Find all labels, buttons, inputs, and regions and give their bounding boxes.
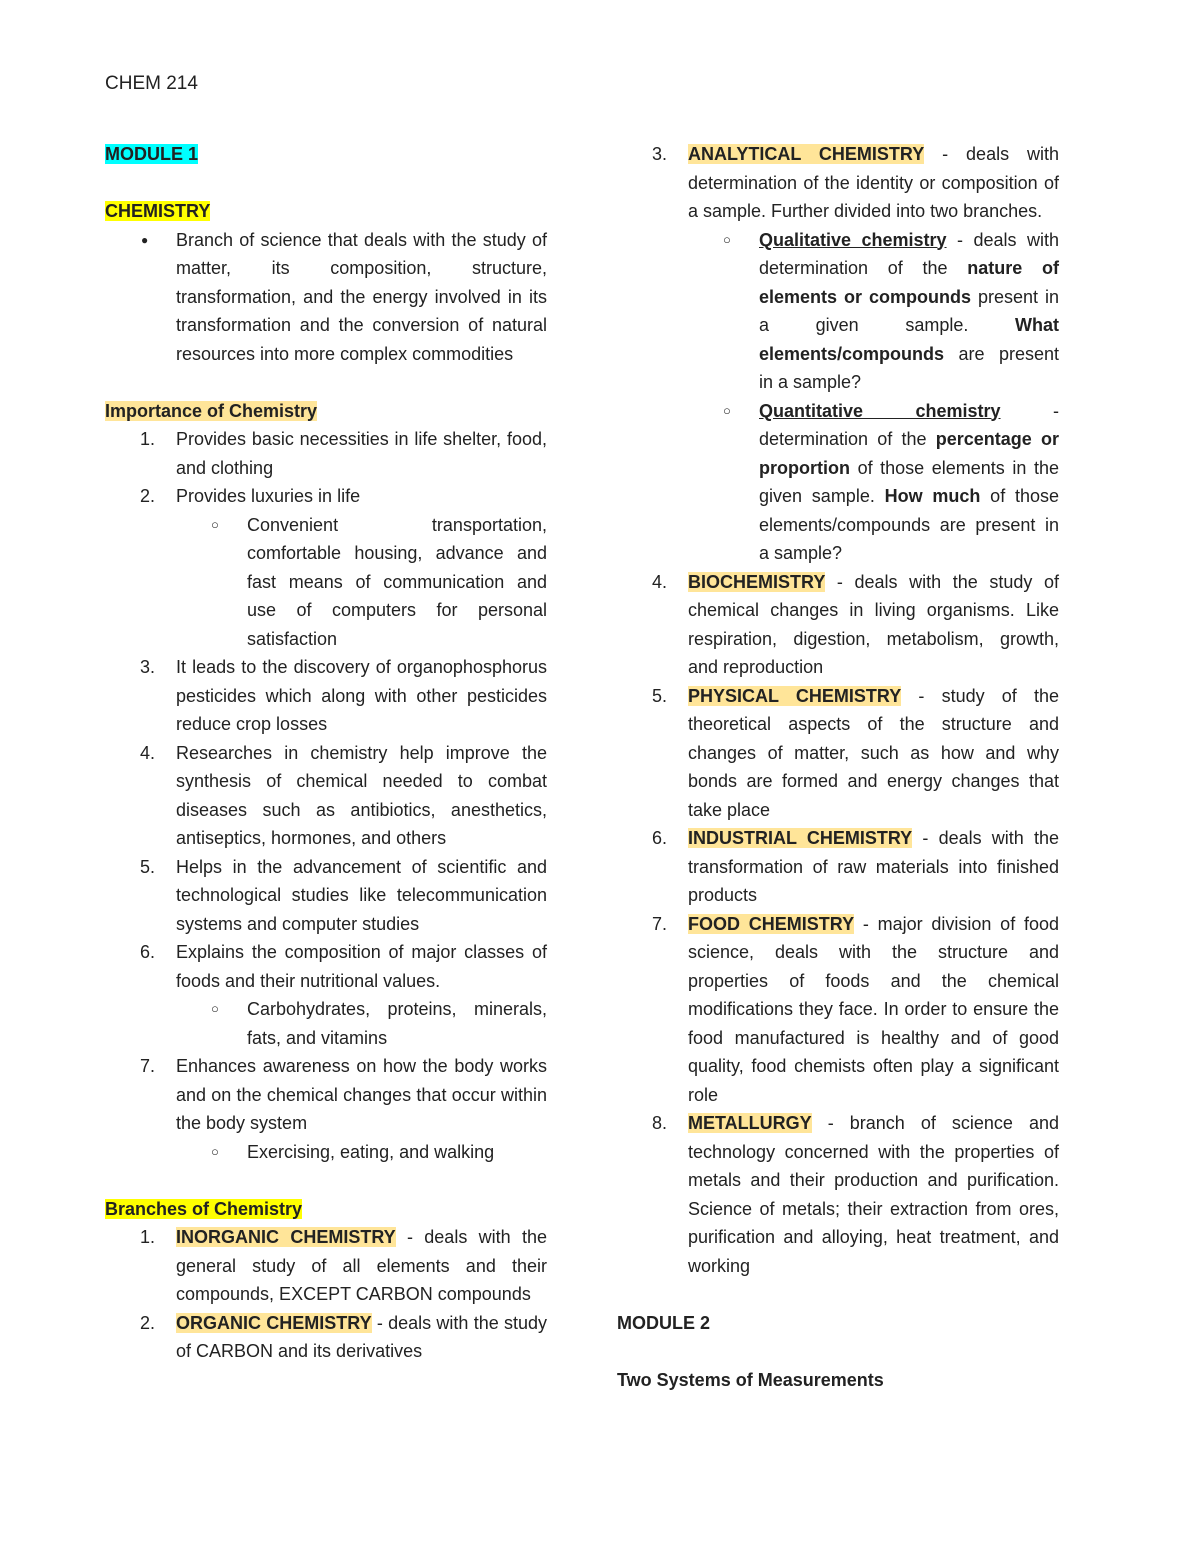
branch-item: 4. BIOCHEMISTRY - deals with the study of chemical changes in living organisms. Like respiration, digestion, metabolism, growth, and reproduction <box>652 571 1059 677</box>
branch-term: INORGANIC CHEMISTRY <box>176 1227 396 1247</box>
sub-branch-item: ○ Quantitative chemistry - determination of the percentage or proportion of those elements in the given sample. How much of those elements/compounds are present in a sample? <box>617 397 1059 568</box>
branch-term: INDUSTRIAL CHEMISTRY <box>688 828 913 848</box>
branch-term: ANALYTICAL CHEMISTRY <box>688 144 925 164</box>
module-1-heading: MODULE 1 <box>105 144 199 164</box>
branch-item: 5. PHYSICAL CHEMISTRY - study of the theoretical aspects of the structure and changes of matter, such as how and why bonds are formed and energy changes that take place <box>652 685 1059 820</box>
measurements-heading: Two Systems of Measurements <box>617 1369 884 1390</box>
list-item: 2. Provides luxuries in life <box>140 486 361 506</box>
list-item: 3. It leads to the discovery of organophosphorus pesticides which along with other pesticides reduce crop losses <box>140 657 547 734</box>
branch-term: FOOD CHEMISTRY <box>688 913 855 934</box>
list-item: 6. Explains the composition of major classes of foods and their nutritional values. <box>140 942 547 991</box>
module-2-heading: MODULE 2 <box>617 1312 711 1333</box>
sub-branch-item: ○ Qualitative chemistry - deals with determination of the nature of elements or compounds present in a given sample. What elements/compounds are present in a sample? <box>617 226 1059 397</box>
branch-item: 1. INORGANIC CHEMISTRY - deals with the general study of all elements and their compounds, EXCEPT CARBON compounds <box>140 1227 547 1304</box>
branch-item: 6. INDUSTRIAL CHEMISTRY - deals with the transformation of raw materials into finished products <box>652 828 1060 905</box>
circle-bullet-icon: ○ <box>211 1001 219 1016</box>
right-column <box>617 140 1059 1394</box>
list-item: 1. Provides basic necessities in life shelter, food, and clothing <box>140 429 547 478</box>
circle-bullet-icon: ○ <box>211 1143 219 1159</box>
branch-term: ORGANIC CHEMISTRY <box>176 1312 372 1333</box>
sub-list-item: ○ Exercising, eating, and walking <box>105 1138 547 1167</box>
branch-term: PHYSICAL CHEMISTRY <box>688 685 902 706</box>
chemistry-definition: ● Branch of science that deals with the study of matter, its composition, structure, transformation, and the energy involved in its transformation and the conversion of natural resources into more complex commodities <box>105 226 547 369</box>
chemistry-heading: CHEMISTRY <box>105 201 211 221</box>
branch-item: 2. ORGANIC CHEMISTRY - deals with the study of CARBON and its derivatives <box>140 1312 547 1361</box>
branches-heading: Branches of Chemistry <box>105 1198 303 1219</box>
left-column <box>105 140 547 1366</box>
importance-heading: Importance of Chemistry <box>105 400 318 421</box>
sub-list-item: ○ Carbohydrates, proteins, minerals, fats, and vitamins <box>105 995 547 1052</box>
bullet-icon: ● <box>141 232 149 247</box>
circle-bullet-icon: ○ <box>723 231 731 247</box>
branch-term: METALLURGY <box>688 1113 812 1133</box>
circle-bullet-icon: ○ <box>723 402 731 418</box>
list-item: 5. Helps in the advancement of scientific and technological studies like telecommunication systems and computer studies <box>140 856 547 934</box>
branch-item: 3. ANALYTICAL CHEMISTRY - deals with determination of the identity or composition of a sample. Further divided into two branches. <box>652 144 1059 221</box>
branch-item: 8. METALLURGY - branch of science and technology concerned with the properties of metals and their production and purification. Science of metals; their extraction from ores, purification and alloying, heat treatment, and working <box>652 1113 1059 1276</box>
sub-list-item: ○ Convenient transportation, comfortable housing, advance and fast means of communication and use of computers for personal satisfaction <box>105 511 547 654</box>
branch-term: BIOCHEMISTRY <box>688 571 826 592</box>
branch-item: 7. FOOD CHEMISTRY - major division of food science, deals with the structure and properties of foods and the chemical modifications they face. In order to ensure the food manufactured is healthy and of good quality, food chemists often play a significant role <box>652 913 1059 1105</box>
course-code: CHEM 214 <box>105 73 198 94</box>
circle-bullet-icon: ○ <box>211 516 219 532</box>
list-item: 4. Researches in chemistry help improve the synthesis of chemical needed to combat diseases such as antibiotics, anesthetics, antiseptics, hormones, and others <box>140 742 547 848</box>
list-item: 7. Enhances awareness on how the body works and on the chemical changes that occur within the body system <box>140 1056 547 1133</box>
